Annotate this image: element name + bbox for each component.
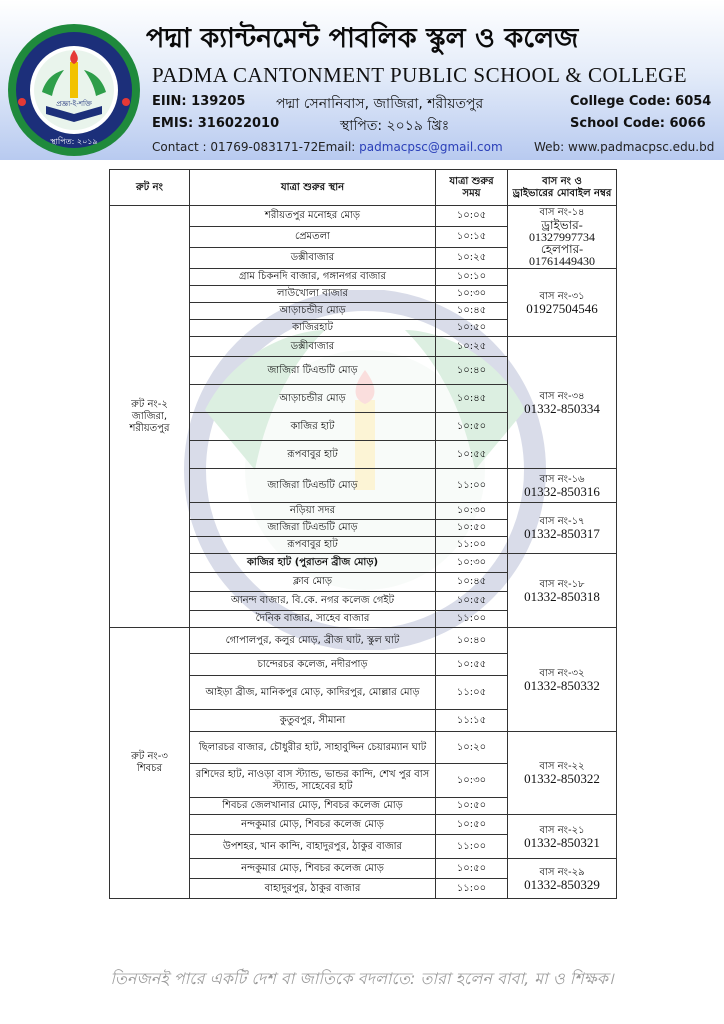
stop-time: ১১:১৫ xyxy=(436,710,508,732)
email-line xyxy=(318,140,503,154)
bus-cell: বাস নং-৩১ 01927504546 xyxy=(508,269,617,337)
route-cell-2: রুট নং-২ জাজিরা, শরীয়তপুর xyxy=(110,206,190,628)
emis-number: EMIS: 316022010 xyxy=(152,116,280,131)
stop-time: ১০:৫০ xyxy=(436,413,508,441)
stop-time: ১১:০০ xyxy=(436,537,508,554)
logo-motto: প্রজ্ঞা-ই-শক্তি xyxy=(56,100,92,108)
bus-cell: বাস নং-১৪ ড্রাইভার- 01327997734 হেলপার- 01761449430 xyxy=(508,206,617,269)
bus-cell: বাস নং-২৯ 01332-850329 xyxy=(508,859,617,899)
contact-phone: Contact : 01769-083171-72 xyxy=(152,140,319,154)
stop-place: গোপালপুর, কলুর মোড়, ব্রীজ ঘাট, স্কুল ঘাট xyxy=(190,628,436,654)
stop-time: ১০:৫০ xyxy=(436,798,508,815)
stop-time: ১০:১৫ xyxy=(436,227,508,248)
stop-place: লাউখোলা বাজার xyxy=(190,286,436,303)
stop-place: জাজিরা টিএন্ডটি মোড় xyxy=(190,520,436,537)
stop-place: কাজির হাট xyxy=(190,413,436,441)
stop-place: ছিলারচর বাজার, চৌধুরীর হাট, সাহাবুদ্দিন চেয়ারম্যান ঘাট xyxy=(190,732,436,764)
header-place: যাত্রা শুরুর স্থান xyxy=(190,170,436,206)
table-header-row xyxy=(110,170,617,206)
stop-place: নন্দকুমার মোড়, শিবচর কলেজ মোড় xyxy=(190,815,436,835)
stop-time: ১০:৫০ xyxy=(436,520,508,537)
stop-time: ১০:৫০ xyxy=(436,815,508,835)
stop-place: আনন্দ বাজার, বি.কে. নগর কলেজ গেইট xyxy=(190,592,436,611)
stop-place: চান্দেরচর কলেজ, নদীরপাড় xyxy=(190,654,436,676)
route-cell-3: রুট নং-৩ শিবচর xyxy=(110,628,190,899)
letterhead xyxy=(0,0,724,160)
stop-time: ১০:৫০ xyxy=(436,859,508,879)
stop-place: জাজিরা টিএন্ডটি মোড় xyxy=(190,469,436,503)
stop-time: ১০:৪০ xyxy=(436,628,508,654)
school-logo-icon xyxy=(6,22,142,158)
stop-time: ১০:৪৫ xyxy=(436,573,508,592)
stop-time: ১১:০৫ xyxy=(436,676,508,710)
header-route: রুট নং xyxy=(110,170,190,206)
email-label: Email: xyxy=(318,140,356,154)
established-date: স্থাপিত: ২০১৯ খ্রিঃ xyxy=(340,118,450,134)
stop-time: ১০:৫৫ xyxy=(436,654,508,676)
stop-time: ১০:২৫ xyxy=(436,248,508,269)
stop-place: কাজির হাট (পুরাতন ব্রীজ মোড়) xyxy=(190,554,436,573)
stop-place: আইড়া ব্রীজ, মানিকপুর মোড়, কাদিরপুর, মোল্লার মোড় xyxy=(190,676,436,710)
stop-time: ১০:৪০ xyxy=(436,357,508,385)
school-name-english: PADMA CANTONMENT PUBLIC SCHOOL & COLLEGE xyxy=(152,63,688,87)
stop-place: নন্দকুমার মোড়, শিবচর কলেজ মোড় xyxy=(190,859,436,879)
stop-place: আড়াচন্ডীর মোড় xyxy=(190,303,436,320)
stop-place: রশিদের হাট, নাওড়া বাস স্ট্যান্ড, ভান্ডর কান্দি, শেখ পুর বাস স্ট্যান্ড, সাহেবের হাট xyxy=(190,764,436,798)
stop-place: রূপবাবুর হাট xyxy=(190,537,436,554)
stop-time: ১০:২০ xyxy=(436,732,508,764)
logo-year: স্থাপিত: ২০১৯ xyxy=(50,137,98,146)
college-code: College Code: 6054 xyxy=(570,94,712,109)
bus-cell: বাস নং-৩২ 01332-850332 xyxy=(508,628,617,732)
stop-time: ১১:০০ xyxy=(436,611,508,628)
stop-time: ১১:০০ xyxy=(436,879,508,899)
stop-place: গ্রাম চিকনদি বাজার, গঙ্গানগর বাজার xyxy=(190,269,436,286)
stop-place: বাহাদুরপুর, ঠাকুর বাজার xyxy=(190,879,436,899)
stop-place: কাজিরহাট xyxy=(190,320,436,337)
website-link[interactable]: Web: www.padmacpsc.edu.bd xyxy=(534,140,715,154)
header-bus: বাস নং ও ড্রাইভারের মোবাইল নম্বর xyxy=(508,170,617,206)
stop-time: ১০:৫৫ xyxy=(436,592,508,611)
stop-place: দৈনিক বাজার, সাহেব বাজার xyxy=(190,611,436,628)
bus-cell: বাস নং-১৭ 01332-850317 xyxy=(508,503,617,554)
bus-cell: বাস নং-১৬ 01332-850316 xyxy=(508,469,617,503)
header-time: যাত্রা শুরুর সময় xyxy=(436,170,508,206)
stop-time: ১০:৪৫ xyxy=(436,385,508,413)
stop-place: ক্লাব মোড় xyxy=(190,573,436,592)
stop-place: রূপবাবুর হাট xyxy=(190,441,436,469)
stop-time: ১০:৩০ xyxy=(436,554,508,573)
school-name-bangla: পদ্মা ক্যান্টনমেন্ট পাবলিক স্কুল ও কলেজ xyxy=(146,23,579,54)
bus-cell: বাস নং-২২ 01332-850322 xyxy=(508,732,617,815)
table-row xyxy=(110,206,617,227)
email-link[interactable]: padmacpsc@gmail.com xyxy=(359,140,503,154)
stop-time: ১০:৪৫ xyxy=(436,303,508,320)
school-code: School Code: 6066 xyxy=(570,116,706,131)
stop-time: ১০:৩০ xyxy=(436,286,508,303)
stop-time: ১০:০৫ xyxy=(436,206,508,227)
stop-place: শরীয়তপুর মনোহর মোড় xyxy=(190,206,436,227)
stop-time: ১০:২৫ xyxy=(436,337,508,357)
footer-quote: তিনজনই পারে একটি দেশ বা জাতিকে বদলাতে: তারা হলেন বাবা, মা ও শিক্ষক। xyxy=(110,969,614,988)
address: পদ্মা সেনানিবাস, জাজিরা, শরীয়তপুর xyxy=(276,96,484,112)
stop-time: ১০:৩০ xyxy=(436,503,508,520)
stop-place: প্রেমতলা xyxy=(190,227,436,248)
stop-place: জাজিরা টিএন্ডটি মোড় xyxy=(190,357,436,385)
stop-time: ১০:৩০ xyxy=(436,764,508,798)
eiin-number: EIIN: 139205 xyxy=(152,94,246,109)
stop-time: ১০:৫০ xyxy=(436,320,508,337)
stop-time: ১১:০০ xyxy=(436,835,508,859)
bus-cell: বাস নং-৩৪ 01332-850334 xyxy=(508,337,617,469)
stop-place: নড়িয়া সদর xyxy=(190,503,436,520)
bus-cell: বাস নং-১৮ 01332-850318 xyxy=(508,554,617,628)
bus-cell: বাস নং-২১ 01332-850321 xyxy=(508,815,617,859)
stop-place: আড়াচন্ডীর মোড় xyxy=(190,385,436,413)
bus-route-table xyxy=(109,169,617,899)
stop-time: ১০:১০ xyxy=(436,269,508,286)
stop-time: ১১:০০ xyxy=(436,469,508,503)
table-row xyxy=(110,628,617,654)
stop-place: উপশহর, খান কান্দি, বাহাদুরপুর, ঠাকুর বাজার xyxy=(190,835,436,859)
stop-time: ১০:৫৫ xyxy=(436,441,508,469)
stop-place: ডক্সীবাজার xyxy=(190,337,436,357)
stop-place: ডক্সীবাজার xyxy=(190,248,436,269)
stop-place: কুতুবপুর, সীমানা xyxy=(190,710,436,732)
stop-place: শিবচর জেলখানার মোড়, শিবচর কলেজ মোড় xyxy=(190,798,436,815)
